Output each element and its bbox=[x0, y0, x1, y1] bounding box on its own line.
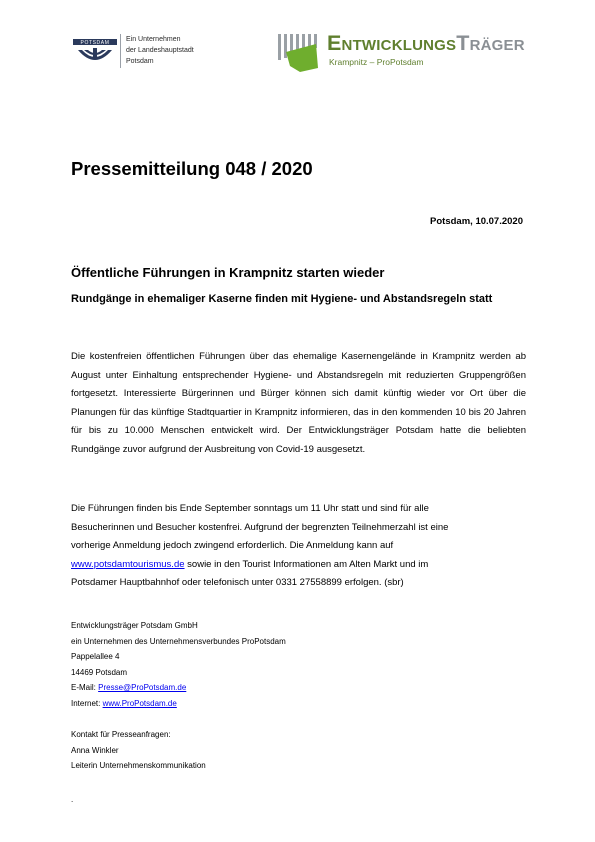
building-bars-icon bbox=[276, 32, 320, 74]
body-paragraph-2 bbox=[71, 500, 526, 593]
press-contact-role: Leiterin Unternehmenskommunikation bbox=[71, 761, 206, 770]
potsdam-caption bbox=[126, 34, 194, 67]
brand-title bbox=[327, 31, 525, 56]
email-line bbox=[71, 680, 526, 696]
company-name: Entwicklungsträger Potsdam GmbH bbox=[71, 621, 198, 630]
body-paragraph-1: Die kostenfreien öffentlichen Führungen über das ehemalige Kasernengelände in Krampnitz werden ab August unter Einhaltung entsprechender Hygiene- und Abstandsregeln mit reduzierten Gruppengrößen fortgesetzt. Interessierte Bürgerinnen und Bürger können sich damit künftig wieder vor Ort über die Planungen für das künftige Stadtquartier in Krampnitz informieren, das in den kommenden 10 bis 20 Jahren für bis zu 10.000 Menschen entwickelt wird. Der Entwicklungsträger Potsdam hatte die beliebten Rundgänge zuvor aufgrund der Ausbreitung von Covid-19 ausgesetzt. bbox=[71, 351, 526, 455]
paragraph-line: Potsdamer Hauptbahnhof oder telefonisch unter 0331 27558899 erfolgen. (sbr) bbox=[71, 577, 404, 589]
link-followup-text: sowie in den Tourist Informationen am Alten Markt und im bbox=[184, 558, 429, 570]
brand-title-main: Entwicklungs bbox=[327, 31, 457, 55]
press-contact-name: Anna Winkler bbox=[71, 745, 119, 755]
email-link[interactable]: Presse@ProPotsdam.de bbox=[98, 683, 187, 692]
potsdam-caption-line: der Landeshauptstadt bbox=[126, 47, 194, 54]
press-contact bbox=[71, 727, 526, 774]
street-address: Pappelallee 4 bbox=[71, 652, 120, 661]
paragraph-line: Die Führungen finden bis Ende September sonntags um 11 Uhr statt und sind für alle bbox=[71, 503, 429, 514]
entwicklungstraeger-logo-mark bbox=[276, 32, 320, 74]
release-date: Potsdam, 10.07.2020 bbox=[430, 216, 523, 227]
brand-title-accent: Träger bbox=[456, 31, 525, 55]
paragraph-line bbox=[71, 556, 526, 575]
company-affiliation: ein Unternehmen des Unternehmensverbundes ProPotsdam bbox=[71, 636, 286, 646]
paragraph-line: Besucherinnen und Besucher kostenfrei. Aufgrund der begrenzten Teilnehmerzahl ist eine bbox=[71, 521, 449, 533]
subheadline: Rundgänge in ehemaliger Kaserne finden mit Hygiene- und Abstandsregeln statt bbox=[71, 293, 493, 305]
headline: Öffentliche Führungen in Krampnitz starten wieder bbox=[71, 265, 385, 280]
website-link[interactable]: www.ProPotsdam.de bbox=[102, 698, 177, 708]
paragraph-line: vorherige Anmeldung jedoch zwingend erforderlich. Die Anmeldung kann auf bbox=[71, 540, 394, 552]
press-contact-heading: Kontakt für Presseanfragen: bbox=[71, 730, 171, 739]
potsdam-crown-icon bbox=[72, 36, 118, 70]
city-address: 14469 Potsdam bbox=[71, 667, 128, 677]
web-line bbox=[71, 696, 526, 712]
potsdam-logo bbox=[72, 36, 118, 70]
web-label: Internet: bbox=[71, 698, 103, 708]
brand-subtitle: Krampnitz – ProPotsdam bbox=[329, 57, 424, 67]
potsdam-caption-line: Potsdam bbox=[126, 58, 154, 65]
header-divider bbox=[120, 34, 121, 68]
email-label: E-Mail: bbox=[71, 683, 99, 692]
tourism-link[interactable]: www.potsdamtourismus.de bbox=[71, 558, 185, 570]
potsdam-logo-label: POTSDAM bbox=[80, 40, 110, 47]
potsdam-caption-line: Ein Unternehmen bbox=[126, 36, 181, 43]
press-release-title: Pressemitteilung 048 / 2020 bbox=[71, 158, 313, 179]
footer-mark: . bbox=[71, 795, 74, 804]
company-contact bbox=[71, 618, 526, 711]
